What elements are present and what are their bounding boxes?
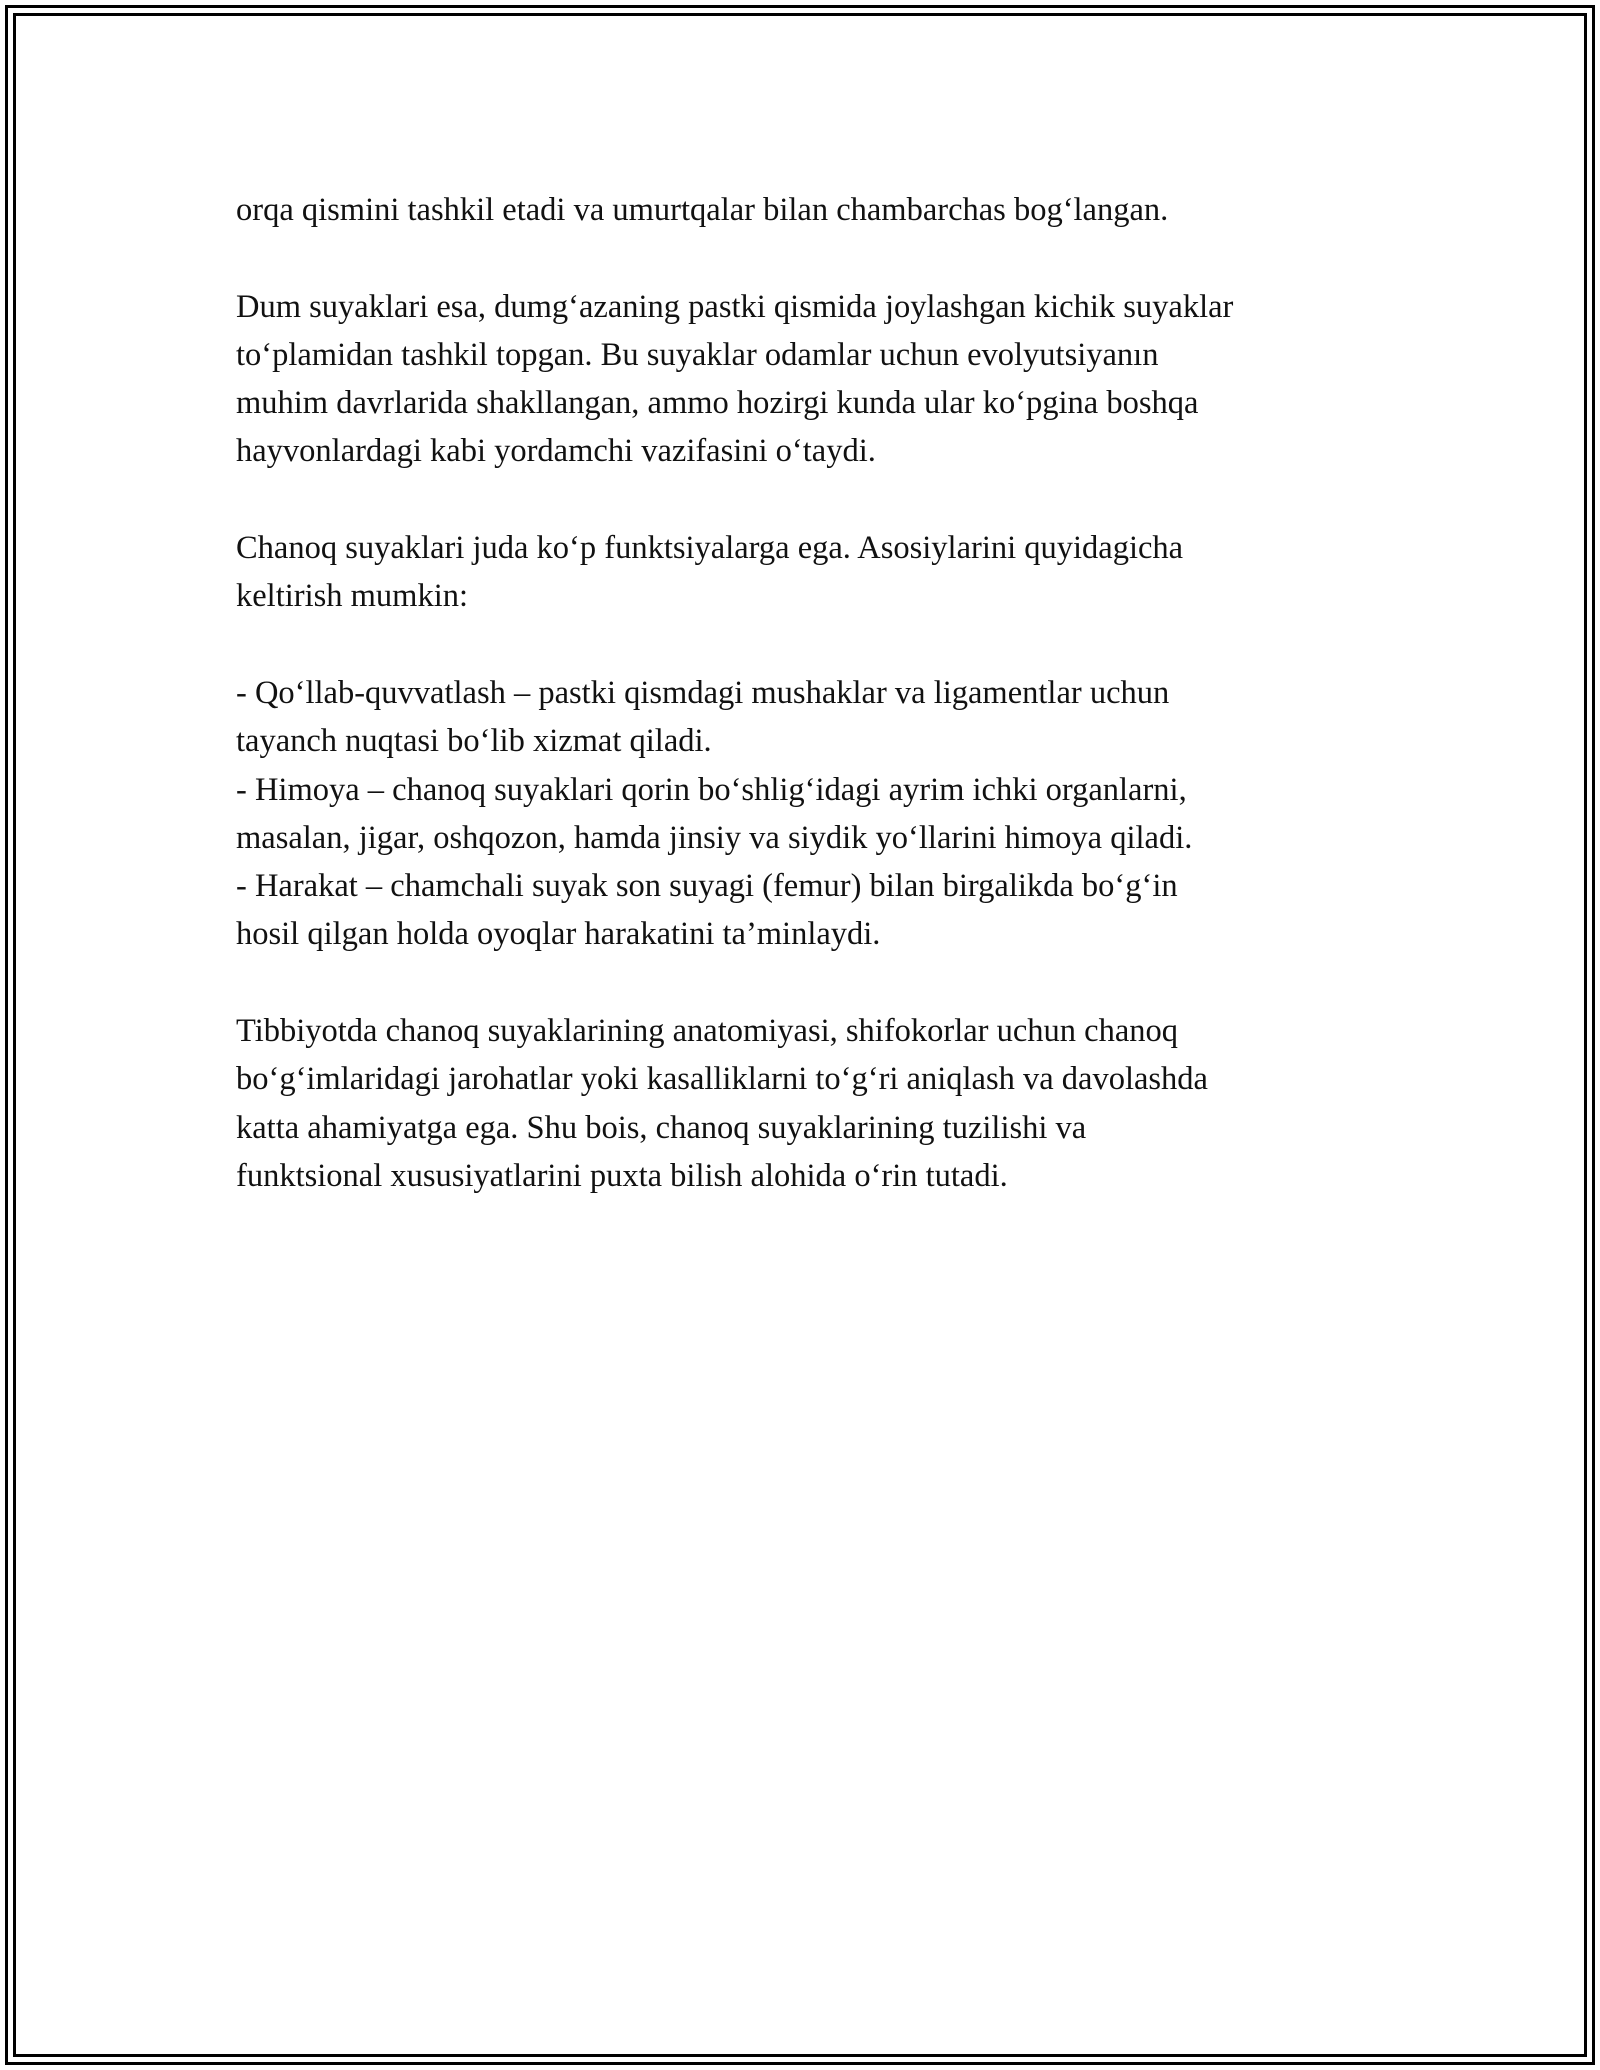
- text-line: to‘plamidan tashkil topgan. Bu suyaklar odamlar uchun evolyutsiyanın: [236, 336, 1159, 373]
- paragraph: [236, 524, 1416, 621]
- list-item-line: - Himoya – chanoq suyaklari qorin bo‘shlig‘idagi ayrim ichki organlarni,: [236, 771, 1187, 808]
- text-line: hayvonlardagi kabi yordamchi vazifasini o‘taydi.: [236, 433, 876, 470]
- text-line: Chanoq suyaklari juda ko‘p funktsiyalarga ega. Asosiylarini quyidagicha: [236, 530, 1184, 567]
- text-line: funktsional xususiyatlarini puxta bilish alohida o‘rin tutadi.: [236, 1157, 1008, 1194]
- text-line: bo‘g‘imlaridagi jarohatlar yoki kasalliklarni to‘g‘ri aniqlash va davolashda: [236, 1061, 1208, 1098]
- text-line: Dum suyaklari esa, dumg‘azaning pastki qismida joylashgan kichik suyaklar: [236, 288, 1234, 325]
- list-item-line: - Harakat – chamchali suyak son suyagi (femur) bilan birgalikda bo‘g‘in: [236, 868, 1178, 905]
- text-line: muhim davrlarida shakllangan, ammo hozirgi kunda ular ko‘pgina boshqa: [236, 385, 1199, 422]
- list-item-line: masalan, jigar, oshqozon, hamda jinsiy va siydik yo‘llarini himoya qiladi.: [236, 819, 1193, 856]
- text-line: katta ahamiyatga ega. Shu bois, chanoq suyaklarining tuzilishi va: [236, 1109, 1087, 1146]
- document-body: [236, 186, 1416, 1200]
- paragraph: [236, 1007, 1416, 1200]
- bullet-list: [236, 669, 1416, 959]
- text-line: Tibbiyotda chanoq suyaklarining anatomiyasi, shifokorlar uchun chanoq: [236, 1013, 1179, 1050]
- paragraph: [236, 283, 1416, 476]
- list-item-line: hosil qilgan holda oyoqlar harakatini ta’minlaydi.: [236, 916, 881, 953]
- text-line: orqa qismini tashkil etadi va umurtqalar bilan chambarchas bog‘langan.: [236, 192, 1169, 228]
- list-item-line: tayanch nuqtasi bo‘lib xizmat qiladi.: [236, 723, 712, 760]
- text-line: keltirish mumkin:: [236, 578, 469, 615]
- paragraph: [236, 186, 1416, 234]
- list-item-line: - Qo‘llab-quvvatlash – pastki qismdagi mushaklar va ligamentlar uchun: [236, 674, 1170, 711]
